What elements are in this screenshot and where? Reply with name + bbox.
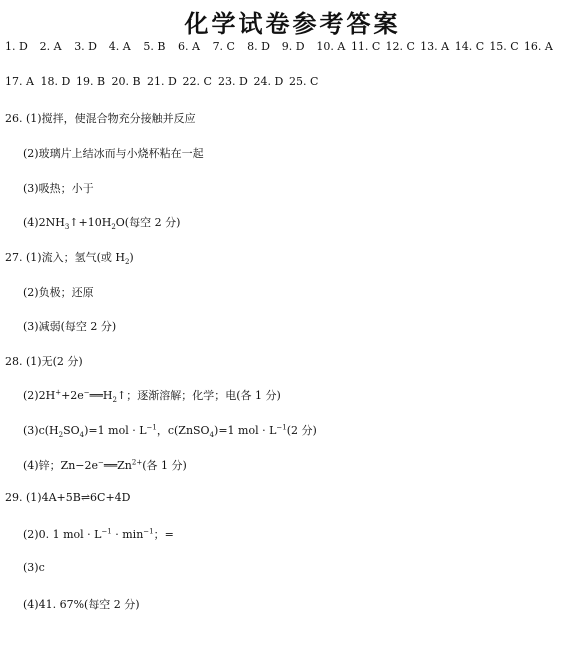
q29-answer-3: (3)c <box>23 561 45 574</box>
q28-answer-1: 28. (1)无(2 分) <box>5 355 83 368</box>
mc-answer: 4. A <box>108 40 131 53</box>
subscript: 4 <box>79 431 85 440</box>
text: ══H <box>89 389 113 402</box>
mc-answer: 11. C <box>350 40 381 53</box>
q29-answer-4: (4)41. 67%(每空 2 分) <box>23 598 140 611</box>
subscript: 2 <box>112 396 117 405</box>
q26-answer-1: 26. (1)搅拌，使混合物充分接触并反应 <box>5 112 196 125</box>
mc-answer: 18. D <box>40 75 71 88</box>
mc-answer: 7. C <box>212 40 235 53</box>
q28-answer-3 <box>23 422 317 438</box>
mc-answer: 1. D <box>5 40 28 53</box>
text: ↑；逐渐溶解；化学；电(各 1 分) <box>116 389 281 402</box>
text: 27. (1)流入；氢气(或 H <box>5 251 125 264</box>
q28-answer-4 <box>23 457 187 473</box>
mc-answer: 25. C <box>289 75 319 88</box>
mc-answer: 8. D <box>247 40 270 53</box>
mc-answer: 14. C <box>454 40 485 53</box>
superscript: 2+ <box>131 458 143 467</box>
superscript: − <box>83 388 90 397</box>
text: )=1 mol · L <box>84 424 147 437</box>
mc-answer: 21. D <box>147 75 177 88</box>
mc-answer: 17. A <box>5 75 34 88</box>
text: (2 分) <box>286 424 317 437</box>
q26-answer-4 <box>23 214 180 230</box>
mc-answer: 23. D <box>218 75 248 88</box>
mc-answer: 9. D <box>281 40 305 53</box>
subscript: 2 <box>124 258 130 267</box>
q26-answer-3: (3)吸热；小于 <box>23 182 94 195</box>
q27-answer-3: (3)减弱(每空 2 分) <box>23 320 117 333</box>
text: +2e <box>61 389 84 402</box>
superscript: + <box>55 388 62 397</box>
mc-answer: 13. A <box>420 40 450 53</box>
text: ) <box>129 251 134 264</box>
text: SO <box>63 424 80 437</box>
text: (4)2NH <box>23 216 65 229</box>
text: (各 1 分) <box>142 459 187 472</box>
mc-answer: 2. A <box>39 40 62 53</box>
mc-answer: 20. B <box>111 75 141 88</box>
text: · min <box>111 528 144 541</box>
mc-answer: 19. B <box>76 75 106 88</box>
mc-answers-row-1 <box>5 40 585 58</box>
mc-answer: 24. D <box>253 75 284 88</box>
q28-answer-2 <box>23 387 281 403</box>
subscript: 2 <box>111 223 116 232</box>
text: ↑+10H <box>69 216 112 229</box>
mc-answer: 15. C <box>489 40 519 53</box>
subscript: 2 <box>58 431 64 440</box>
superscript: − <box>98 458 104 467</box>
text: ；= <box>153 528 174 541</box>
subscript: 3 <box>64 223 70 232</box>
mc-answer: 5. B <box>143 40 166 53</box>
mc-answer: 12. C <box>385 40 415 53</box>
mc-answer: 3. D <box>74 40 97 53</box>
text: ══Zn <box>103 459 132 472</box>
superscript: −1 <box>276 423 287 432</box>
text: ，c(ZnSO <box>156 424 210 437</box>
subscript: 4 <box>209 431 215 440</box>
text: (4)锌；Zn−2e <box>23 459 99 472</box>
superscript: −1 <box>101 527 112 536</box>
text: (2)0. 1 mol · L <box>23 528 102 541</box>
superscript: −1 <box>146 423 157 432</box>
mc-answer: 16. A <box>523 40 553 53</box>
text: (2)2H <box>23 389 56 402</box>
page-title: 化学试卷参考答案 <box>184 10 401 38</box>
mc-answer: 22. C <box>182 75 212 88</box>
text: )=1 mol · L <box>214 424 277 437</box>
text: O(每空 2 分) <box>115 216 181 229</box>
mc-answer: 10. A <box>316 40 346 53</box>
q26-answer-2: (2)玻璃片上结冰而与小烧杯粘在一起 <box>23 147 204 160</box>
q29-answer-1: 29. (1)4A+5B⇌6C+4D <box>5 491 131 504</box>
superscript: −1 <box>143 527 154 536</box>
q29-answer-2 <box>23 526 174 542</box>
text: (3)c(H <box>23 424 59 437</box>
q27-answer-2: (2)负极；还原 <box>23 286 94 299</box>
mc-answers-row-2 <box>5 75 585 93</box>
q27-answer-1 <box>5 249 134 265</box>
mc-answer: 6. A <box>177 40 200 53</box>
